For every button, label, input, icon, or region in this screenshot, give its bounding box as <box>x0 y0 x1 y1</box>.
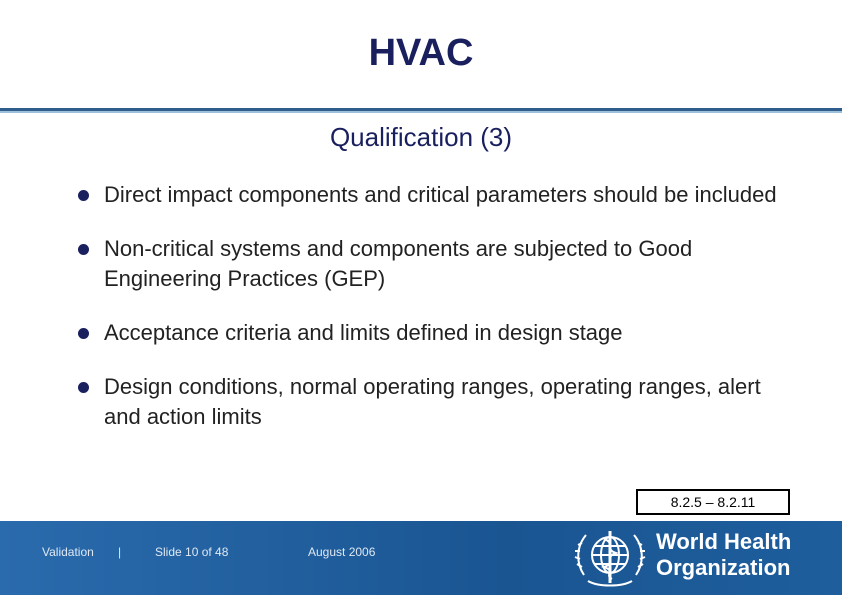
footer-separator: | <box>118 545 122 559</box>
bullet-item <box>78 318 798 348</box>
bullet-dot-icon <box>78 244 89 255</box>
bullet-item <box>78 180 798 210</box>
footer-date: August 2006 <box>308 545 376 559</box>
title-divider-highlight <box>0 111 842 113</box>
bullet-item <box>78 372 798 432</box>
slide-title: HVAC <box>368 32 474 74</box>
who-logo-text <box>656 529 791 581</box>
bullet-text: Design conditions, normal operating ranges, operating ranges, alert and action limits <box>104 374 761 429</box>
footer-bar <box>0 521 842 595</box>
who-logo-line2: Organization <box>656 555 791 580</box>
footer-slide-number: Slide 10 of 48 <box>155 545 229 559</box>
bullet-dot-icon <box>78 190 89 201</box>
bullet-item <box>78 234 798 294</box>
bullet-text: Non-critical systems and components are subjected to Good Engineering Practices (GEP) <box>104 236 693 291</box>
bullet-dot-icon <box>78 328 89 339</box>
bullet-text: Direct impact components and critical parameters should be included <box>104 182 777 207</box>
footer-section: Validation <box>42 545 94 559</box>
reference-box: 8.2.5 – 8.2.11 <box>636 489 790 515</box>
bullet-text: Acceptance criteria and limits defined in design stage <box>104 320 623 345</box>
slide-subtitle: Qualification (3) <box>329 122 513 152</box>
who-logo-line1: World Health <box>656 529 792 554</box>
bullet-dot-icon <box>78 382 89 393</box>
who-emblem-icon <box>570 525 650 591</box>
bullet-list <box>78 180 798 456</box>
